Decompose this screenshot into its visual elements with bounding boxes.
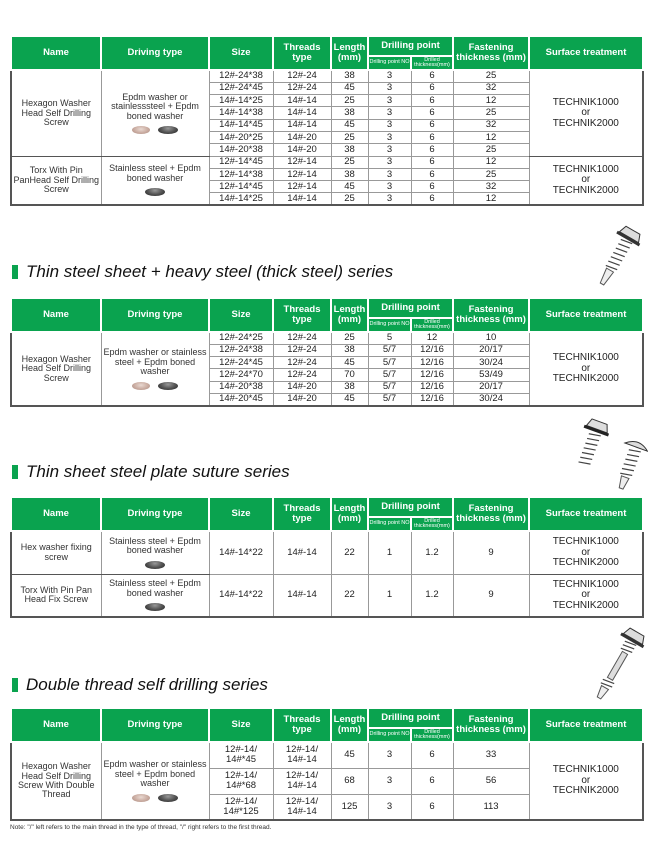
thread-type-cell: 14#-14 [273,574,331,617]
washer-images [102,126,209,134]
thread-type-cell: 12#-24 [273,344,331,356]
thread-type-cell: 12#-24 [273,70,331,82]
drilling-point-no-cell: 5/7 [368,381,411,393]
size-cell: 14#-14*38 [209,107,273,119]
header-driving: Driving type [101,36,209,70]
drilling-point-no-cell: 3 [368,193,411,205]
drilling-point-no-cell: 3 [368,107,411,119]
drilling-point-no-cell: 5/7 [368,393,411,405]
drilling-point-no-cell: 3 [368,131,411,143]
drilled-thickness-cell: 6 [411,156,453,168]
fastening-thickness-cell: 56 [453,768,529,794]
size-cell: 14#-14*22 [209,574,273,617]
size-cell: 12#-24*38 [209,344,273,356]
fastening-thickness-cell: 32 [453,119,529,131]
size-cell: 14#-20*38 [209,144,273,156]
spec-table [10,297,644,407]
surface-treatment-line: TECHNIK2000 [552,373,619,385]
washer-images [102,603,209,611]
drilled-thickness-cell: 6 [411,768,453,794]
header-row [11,497,643,517]
fastening-thickness-cell: 12 [453,95,529,107]
header-name: Name [11,497,101,531]
surface-treatment-line: or [581,362,591,374]
drilled-thickness-cell: 12/16 [411,357,453,369]
drilled-thickness-cell: 12/16 [411,369,453,381]
length-cell: 22 [331,574,368,617]
size-cell: 12#-14/ 14#*68 [209,768,273,794]
fastening-thickness-cell: 30/24 [453,393,529,405]
header-length: Length (mm) [331,36,368,70]
size-cell: 12#-24*25 [209,332,273,344]
drilling-point-no-cell: 3 [368,95,411,107]
length-cell: 25 [331,156,368,168]
hex-washer-screw-icon [570,418,610,480]
footnote: Note: "/" left refers to the main thread in the type of thread, "/" right refers to the first thread. [10,824,272,831]
black-washer-icon [158,794,178,802]
fastening-thickness-cell: 20/17 [453,381,529,393]
drilling-point-no-cell: 3 [368,119,411,131]
driving-type [101,531,209,574]
size-cell: 14#-14*25 [209,95,273,107]
fastening-thickness-cell: 25 [453,144,529,156]
table-row [11,742,643,768]
size-cell: 12#-14*45 [209,181,273,193]
length-cell: 25 [331,193,368,205]
drilled-thickness-cell: 6 [411,70,453,82]
length-cell: 38 [331,70,368,82]
driving-type-text: Epdm washer or stainless steel + Epdm boned washer [103,347,207,377]
surface-treatment-line: or [581,107,591,119]
header-name: Name [11,36,101,70]
header-row [11,298,643,318]
header-drilling-no: Drilling point NO [368,56,411,70]
product-name: Torx With Pin Pan Head Fix Screw [11,574,101,617]
surface-treatment-line: or [581,174,591,186]
product-name: Hexagon Washer Head Self Drilling Screw With Double Thread [11,742,101,820]
torx-screw-icon [612,436,648,492]
thread-type-cell: 12#-14/ 14#-14 [273,768,331,794]
thread-type-cell: 12#-24 [273,82,331,94]
driving-type-text: Epdm washer or stainless steel + Epdm boned washer [103,759,207,789]
section-title [12,262,393,282]
header-length: Length (mm) [331,497,368,531]
fastening-thickness-cell: 25 [453,70,529,82]
fastening-thickness-cell: 32 [453,181,529,193]
drilling-point-no-cell: 3 [368,156,411,168]
drilling-point-no-cell: 5/7 [368,369,411,381]
spec-table [10,707,644,821]
header-driving: Driving type [101,298,209,332]
surface-treatment-line: TECHNIK2000 [552,184,619,196]
thread-type-cell: 14#-20 [273,381,331,393]
black-washer-icon [158,382,178,390]
surface-treatment [529,531,643,574]
length-cell: 125 [331,794,368,820]
header-drilled: Drilled thickness(mm) [411,728,453,742]
size-cell: 14#-14*25 [209,193,273,205]
driving-type [101,574,209,617]
section-title-text: Thin steel sheet + heavy steel (thick steel) series [26,262,394,281]
size-cell: 12#-24*38 [209,70,273,82]
product-name: Torx With Pin PanHead Self Drilling Screw [11,156,101,205]
size-cell: 14#-14*45 [209,119,273,131]
header-threads: Threads type [273,497,331,531]
driving-type [101,156,209,205]
section-title [12,462,290,482]
black-washer-icon [145,561,165,569]
size-cell: 12#-24*45 [209,357,273,369]
fastening-thickness-cell: 9 [453,574,529,617]
black-washer-icon [145,603,165,611]
drilled-thickness-cell: 6 [411,107,453,119]
header-surface: Surface treatment [529,36,643,70]
size-cell: 12#-24*70 [209,369,273,381]
thread-type-cell: 14#-20 [273,144,331,156]
thread-type-cell: 14#-14 [273,119,331,131]
black-washer-icon [145,188,165,196]
thread-type-cell: 12#-14 [273,181,331,193]
surface-treatment-line: TECHNIK1000 [552,163,619,175]
double-thread-screw-icon [590,625,646,705]
thread-type-cell: 14#-20 [273,131,331,143]
fastening-thickness-cell: 25 [453,107,529,119]
fastening-thickness-cell: 33 [453,742,529,768]
thread-type-cell: 14#-20 [273,393,331,405]
header-size: Size [209,298,273,332]
length-cell: 25 [331,332,368,344]
length-cell: 38 [331,344,368,356]
drilled-thickness-cell: 12/16 [411,381,453,393]
header-surface: Surface treatment [529,298,643,332]
length-cell: 22 [331,531,368,574]
title-marker [12,465,18,479]
drilling-point-no-cell: 3 [368,144,411,156]
header-drilled: Drilled thickness(mm) [411,318,453,332]
washer-images [102,794,209,802]
drilled-thickness-cell: 6 [411,119,453,131]
table-row [11,574,643,617]
driving-type-text: Stainless steel + Epdm boned washer [109,535,201,556]
surface-treatment-line: TECHNIK2000 [552,599,619,611]
header-fastening: Fastening thickness (mm) [453,497,529,531]
driving-type [101,742,209,820]
surface-treatment-line: TECHNIK2000 [552,557,619,568]
length-cell: 38 [331,144,368,156]
header-drilling: Drilling point [368,298,453,318]
header-drilling-no: Drilling point NO [368,517,411,531]
surface-treatment [529,742,643,820]
length-cell: 45 [331,393,368,405]
header-size: Size [209,497,273,531]
length-cell: 25 [331,95,368,107]
drilling-point-no-cell: 3 [368,70,411,82]
surface-treatment-line: or [581,546,591,558]
drilled-thickness-cell: 12/16 [411,393,453,405]
drilling-point-no-cell: 3 [368,768,411,794]
size-cell: 14#-14*22 [209,531,273,574]
section-title-text: Thin sheet steel plate suture series [26,462,290,481]
size-cell: 12#-14*38 [209,168,273,180]
drilling-point-no-cell: 5/7 [368,344,411,356]
surface-treatment-line: TECHNIK2000 [552,117,619,129]
drilled-thickness-cell: 1.2 [411,531,453,574]
table-row [11,70,643,82]
spec-table [10,35,644,206]
length-cell: 45 [331,742,368,768]
product-name: Hexagon Washer Head Self Drilling Screw [11,332,101,406]
fastening-thickness-cell: 32 [453,82,529,94]
fastening-thickness-cell: 20/17 [453,344,529,356]
surface-treatment-line: or [581,589,591,600]
table-row [11,332,643,344]
header-drilling-no: Drilling point NO [368,318,411,332]
table-row [11,531,643,574]
header-threads: Threads type [273,708,331,742]
drilling-point-no-cell: 5 [368,332,411,344]
surface-treatment-line: TECHNIK1000 [552,578,619,590]
tan-washer-icon [132,126,150,134]
length-cell: 68 [331,768,368,794]
tan-washer-icon [132,382,150,390]
fastening-thickness-cell: 12 [453,156,529,168]
washer-images [102,561,209,569]
drilling-point-no-cell: 3 [368,742,411,768]
drilled-thickness-cell: 6 [411,193,453,205]
size-cell: 14#-20*38 [209,381,273,393]
length-cell: 45 [331,357,368,369]
drilled-thickness-cell: 12 [411,332,453,344]
length-cell: 38 [331,168,368,180]
length-cell: 45 [331,119,368,131]
surface-treatment-line: TECHNIK2000 [552,785,619,797]
length-cell: 70 [331,369,368,381]
thread-type-cell: 14#-14 [273,193,331,205]
thread-type-cell: 12#-14/ 14#-14 [273,742,331,768]
length-cell: 45 [331,181,368,193]
header-name: Name [11,708,101,742]
size-cell: 14#-20*25 [209,131,273,143]
header-drilling: Drilling point [368,36,453,56]
fastening-thickness-cell: 113 [453,794,529,820]
fastening-thickness-cell: 12 [453,193,529,205]
section-title-text: Double thread self drilling series [26,675,268,694]
drilled-thickness-cell: 6 [411,742,453,768]
header-size: Size [209,708,273,742]
header-driving: Driving type [101,497,209,531]
surface-treatment-line: TECHNIK1000 [552,764,619,776]
size-cell: 12#-24*45 [209,82,273,94]
thread-type-cell: 14#-14 [273,531,331,574]
drilling-point-no-cell: 3 [368,794,411,820]
drilled-thickness-cell: 6 [411,144,453,156]
header-surface: Surface treatment [529,497,643,531]
product-name: Hexagon Washer Head Self Drilling Screw [11,70,101,156]
thread-type-cell: 12#-14/ 14#-14 [273,794,331,820]
length-cell: 38 [331,381,368,393]
header-fastening: Fastening thickness (mm) [453,708,529,742]
driving-type-text: Stainless steel + Epdm boned washer [109,578,201,598]
drilled-thickness-cell: 6 [411,181,453,193]
length-cell: 45 [331,82,368,94]
length-cell: 38 [331,107,368,119]
driving-type [101,332,209,406]
drilling-point-no-cell: 3 [368,168,411,180]
fastening-thickness-cell: 9 [453,531,529,574]
drilled-thickness-cell: 6 [411,168,453,180]
hex-screw-icon [592,222,642,294]
fastening-thickness-cell: 12 [453,131,529,143]
surface-treatment-line: TECHNIK1000 [552,536,619,547]
product-name: Hex washer fixing screw [11,531,101,574]
header-drilled: Drilled thickness(mm) [411,56,453,70]
header-drilling: Drilling point [368,497,453,517]
table-row [11,156,643,168]
header-surface: Surface treatment [529,708,643,742]
section-title [12,675,268,695]
header-drilled: Drilled thickness(mm) [411,517,453,531]
thread-type-cell: 14#-14 [273,107,331,119]
driving-type [101,70,209,156]
drilled-thickness-cell: 6 [411,794,453,820]
surface-treatment-line: TECHNIK1000 [552,96,619,108]
fastening-thickness-cell: 30/24 [453,357,529,369]
drilling-point-no-cell: 5/7 [368,357,411,369]
fastening-thickness-cell: 25 [453,168,529,180]
drilled-thickness-cell: 6 [411,131,453,143]
title-marker [12,265,18,279]
thread-type-cell: 14#-14 [273,95,331,107]
thread-type-cell: 12#-14 [273,168,331,180]
header-name: Name [11,298,101,332]
thread-type-cell: 12#-24 [273,369,331,381]
header-row [11,708,643,728]
surface-treatment [529,332,643,406]
header-size: Size [209,36,273,70]
drilling-point-no-cell: 1 [368,574,411,617]
fastening-thickness-cell: 10 [453,332,529,344]
drilling-point-no-cell: 1 [368,531,411,574]
drilled-thickness-cell: 12/16 [411,344,453,356]
header-row [11,36,643,56]
header-drilling: Drilling point [368,708,453,728]
drilled-thickness-cell: 6 [411,95,453,107]
header-threads: Threads type [273,298,331,332]
header-threads: Threads type [273,36,331,70]
length-cell: 25 [331,131,368,143]
header-length: Length (mm) [331,708,368,742]
title-marker [12,678,18,692]
size-cell: 12#-14/ 14#*125 [209,794,273,820]
header-fastening: Fastening thickness (mm) [453,298,529,332]
surface-treatment [529,156,643,205]
tan-washer-icon [132,794,150,802]
drilled-thickness-cell: 1.2 [411,574,453,617]
black-washer-icon [158,126,178,134]
size-cell: 12#-14*45 [209,156,273,168]
washer-images [102,382,209,390]
washer-images [102,188,209,196]
thread-type-cell: 12#-24 [273,357,331,369]
header-fastening: Fastening thickness (mm) [453,36,529,70]
surface-treatment [529,70,643,156]
surface-treatment [529,574,643,617]
size-cell: 14#-20*45 [209,393,273,405]
driving-type-text: Epdm washer or stainlesssteel + Epdm boned washer [111,91,199,121]
header-length: Length (mm) [331,298,368,332]
header-driving: Driving type [101,708,209,742]
spec-table [10,496,644,618]
drilled-thickness-cell: 6 [411,82,453,94]
thread-type-cell: 12#-24 [273,332,331,344]
driving-type-text: Stainless steel + Epdm boned washer [109,163,201,183]
drilling-point-no-cell: 3 [368,82,411,94]
thread-type-cell: 12#-14 [273,156,331,168]
surface-treatment-line: or [581,774,591,786]
size-cell: 12#-14/ 14#*45 [209,742,273,768]
header-drilling-no: Drilling point NO [368,728,411,742]
drilling-point-no-cell: 3 [368,181,411,193]
surface-treatment-line: TECHNIK1000 [552,352,619,364]
fastening-thickness-cell: 53/49 [453,369,529,381]
